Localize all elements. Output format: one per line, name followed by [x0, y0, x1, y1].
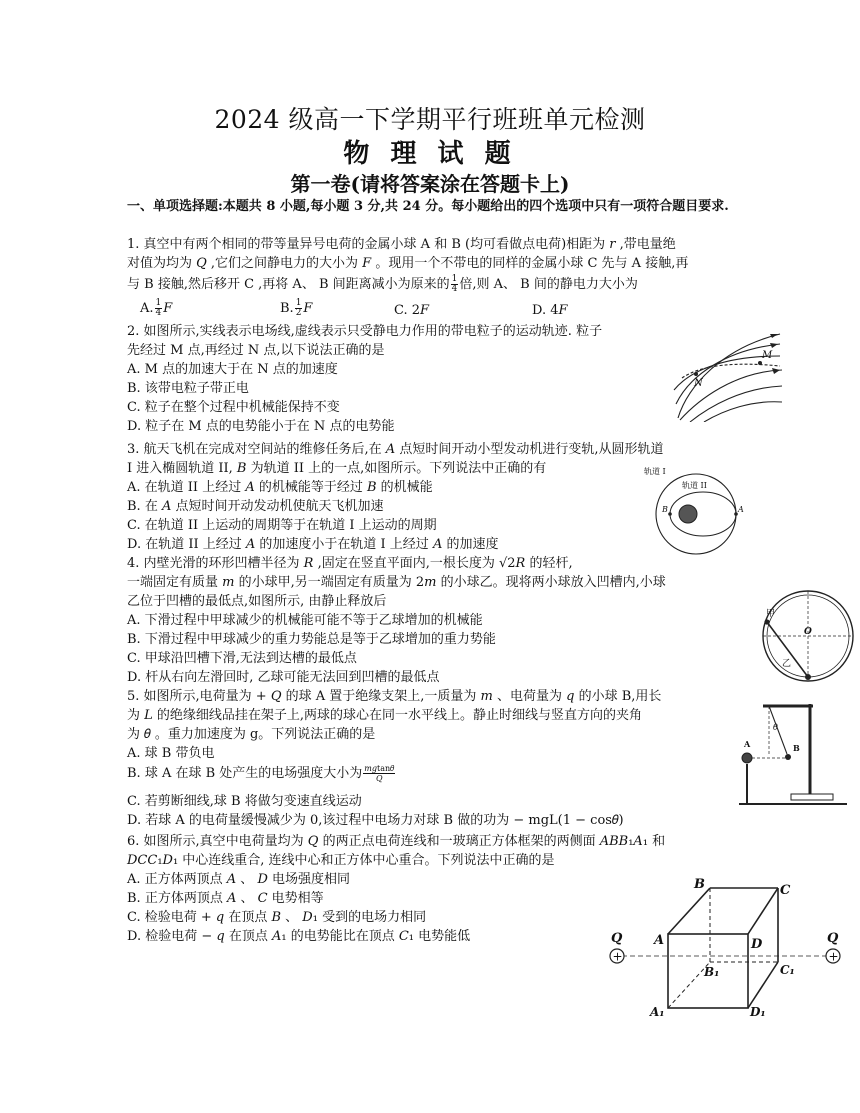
q3-line-2: I 进入椭圆轨道 II, 𝐵 为轨道 II 上的一点,如图所示。下列说法中正确的有 — [127, 461, 547, 476]
q6-option-b: B. 正方体两顶点 𝐴 、 𝐶 电势相等 — [127, 891, 324, 906]
q5-option-b — [127, 764, 396, 783]
q1-line-2: 对值为均为 𝑄 ,它们之间静电力的大小为 𝐹 。现用一个不带电的同样的金属小球 C 先与 A 接触,再 — [127, 256, 689, 271]
exam-title: 2024 级高一下学期平行班班单元检测 — [214, 105, 646, 134]
q1-frac-num: 1 — [451, 274, 458, 284]
q5-option-a: A. 球 B 带负电 — [127, 746, 215, 761]
q6-fig-label-q-right: Q — [827, 931, 839, 946]
q1-option-b-den: 2 — [295, 308, 302, 318]
q4-line-1: 4. 内壁光滑的环形凹槽半径为 𝑅 ,固定在竖直平面内,一根长度为 √2𝑅 的轻杆, — [127, 556, 573, 571]
q4-ring-figure — [758, 586, 858, 686]
q5-line-3: 为 𝜃 。重力加速度为 g。下列说法正确的是 — [127, 727, 376, 742]
q1-option-b — [280, 299, 312, 318]
q6-cube-figure — [600, 876, 850, 1018]
q1-fraction — [451, 275, 459, 294]
q6-fig-label-q-left: Q — [611, 931, 623, 946]
q5-option-b-fraction — [363, 764, 395, 783]
q4-line-2: 一端固定有质量 𝑚 的小球甲,另一端固定有质量为 2𝑚 的小球乙。现将两小球放入凹槽内,小球 — [127, 575, 666, 590]
q1-option-b-unit: 𝐹 — [303, 301, 313, 316]
q4-fig-label-yi: 乙 — [782, 659, 792, 669]
q2-option-d: D. 粒子在 M 点的电势能小于在 N 点的电势能 — [127, 419, 395, 434]
q6-fig-label-D: D — [751, 937, 763, 952]
q2-option-c: C. 粒子在整个过程中机械能保持不变 — [127, 400, 340, 415]
q1-option-c: C. 2𝐹 — [394, 303, 430, 318]
q2-fig-label-n: N — [694, 378, 703, 389]
q2-line-1: 2. 如图所示,实线表示电场线,虚线表示只受静电力作用的带电粒子的运动轨迹. 粒子 — [127, 324, 603, 339]
q1-option-a-den: 4 — [155, 308, 162, 318]
q3-orbit-figure — [638, 460, 758, 560]
q4-option-d: D. 杆从右向左滑回时, 乙球可能无法回到凹槽的最低点 — [127, 670, 440, 685]
q4-option-b: B. 下滑过程中甲球减少的重力势能总是等于乙球增加的重力势能 — [127, 632, 496, 647]
section-instructions: 一、单项选择题:本题共 8 小题,每小题 3 分,共 24 分。每小题给出的四个选项中只有一项符合题目要求. — [127, 199, 729, 214]
q3-option-c: C. 在轨道 II 上运动的周期等于在轨道 I 上运动的周期 — [127, 518, 437, 533]
q6-option-a: A. 正方体两顶点 𝐴 、 𝐷 电场强度相同 — [127, 872, 350, 887]
q1-option-a-prefix: A. — [140, 301, 154, 316]
q1-option-d: D. 4𝐹 — [532, 303, 568, 318]
q6-fig-label-C1: C₁ — [780, 963, 795, 977]
q1-option-b-prefix: B. — [280, 301, 294, 316]
q4-fig-label-o: O — [804, 627, 812, 637]
q5-frac-den: 𝑄 — [375, 774, 383, 783]
subject-title: 物 理 试 题 — [343, 139, 517, 169]
q2-fig-label-m: M — [762, 350, 773, 361]
q5-line-2: 为 𝐿 的绝缘细线品挂在架子上,两球的球心在同一水平线上。静止时细线与竖直方向的夹角 — [127, 708, 643, 723]
q3-fig-label-a: A — [738, 505, 744, 514]
q3-fig-orbit1-label: 轨道 I — [644, 467, 666, 476]
q1-option-b-num: 1 — [295, 298, 302, 308]
q5-option-d: D. 若球 A 的电荷量缓慢减少为 0,该过程中电场力对球 B 做的功为 − mgL(1 − cos𝜃) — [127, 813, 624, 828]
q1-line-3-end: 倍,则 A、 B 间的静电力大小为 — [459, 277, 638, 292]
q1-options — [140, 299, 700, 319]
q3-fig-label-b: B — [662, 505, 668, 514]
q6-option-d: D. 检验电荷 − 𝑞 在顶点 𝐴₁ 的电势能比在顶点 𝐶₁ 电势能低 — [127, 929, 471, 944]
q3-option-b: B. 在 𝐴 点短时间开动发动机使航天飞机加速 — [127, 499, 384, 514]
q5-frac-num: 𝑚𝑔tan𝜃 — [364, 764, 395, 773]
q4-option-c: C. 甲球沿凹槽下滑,无法到达槽的最低点 — [127, 651, 357, 666]
q1-frac-den: 4 — [451, 284, 458, 294]
q2-option-a: A. M 点的加速大于在 N 点的加速度 — [127, 362, 338, 377]
q3-fig-orbit2-label: 轨道 II — [682, 481, 707, 490]
q4-option-a: A. 下滑过程中甲球减少的机械能可能不等于乙球增加的机械能 — [127, 613, 483, 628]
q5-option-c: C. 若剪断细线,球 B 将做匀变速直线运动 — [127, 794, 362, 809]
q6-fig-label-B: B — [694, 877, 705, 892]
q1-option-a-num: 1 — [155, 298, 162, 308]
q1-line-3 — [127, 275, 638, 294]
q5-fig-label-b: B — [793, 743, 800, 753]
q3-option-d: D. 在轨道 II 上经过 𝐴 的加速度小于在轨道 I 上经过 𝐴 的加速度 — [127, 537, 499, 552]
part-title: 第一卷(请将答案涂在答题卡上) — [290, 172, 570, 196]
q2-line-2: 先经过 M 点,再经过 N 点,以下说法正确的是 — [127, 343, 385, 358]
q1-option-b-fraction — [295, 299, 303, 318]
q6-fig-label-D1: D₁ — [750, 1005, 766, 1018]
q6-option-c: C. 检验电荷 + 𝑞 在顶点 𝐵 、 𝐷₁ 受到的电场力相同 — [127, 910, 427, 925]
q1-option-a — [140, 299, 172, 318]
q1-line-3-start: 与 B 接触,然后移开 C ,再将 A、 B 间距离减小为原来的 — [127, 277, 450, 292]
q6-line-2: 𝐷𝐶𝐶₁𝐷₁ 中心连线重合, 连线中心和正方体中心重合。下列说法中正确的是 — [127, 853, 555, 868]
q5-option-b-text: B. 球 A 在球 B 处产生的电场强度大小为 — [127, 766, 363, 781]
q4-line-3: 乙位于凹槽的最低点,如图所示, 由静止释放后 — [127, 594, 387, 609]
q2-option-b: B. 该带电粒子带正电 — [127, 381, 249, 396]
q4-fig-label-jia: 甲 — [766, 609, 776, 619]
q5-fig-label-theta: θ — [773, 723, 778, 732]
q1-option-a-fraction — [155, 299, 163, 318]
q5-fig-label-a: A — [744, 739, 751, 749]
q6-fig-plus-right: + — [828, 949, 839, 964]
q3-option-a: A. 在轨道 II 上经过 𝐴 的机械能等于经过 𝐵 的机械能 — [127, 480, 433, 495]
q5-pendulum-figure — [735, 700, 850, 810]
q6-fig-label-B1: B₁ — [704, 965, 720, 979]
q6-fig-plus-left: + — [612, 949, 623, 964]
q6-fig-label-C: C — [780, 883, 791, 898]
q1-option-a-unit: 𝐹 — [163, 301, 173, 316]
q3-line-1: 3. 航天飞机在完成对空间站的维修任务后,在 𝐴 点短时间开动小型发动机进行变轨,从圆形轨道 — [127, 442, 664, 457]
q6-fig-label-A1: A₁ — [650, 1005, 665, 1018]
q1-line-1: 1. 真空中有两个相同的带等量异号电荷的金属小球 A 和 B (均可看做点电荷)相距为 𝑟 ,带电量绝 — [127, 237, 676, 252]
q2-electric-field-figure — [668, 330, 790, 422]
q6-fig-label-A: A — [654, 933, 665, 948]
q6-line-1: 6. 如图所示,真空中电荷量均为 𝑄 的两正点电荷连线和一玻璃正方体框架的两侧面 𝐴𝐵𝐵₁𝐴₁ 和 — [127, 834, 666, 849]
q5-line-1: 5. 如图所示,电荷量为 + 𝑄 的球 A 置于绝缘支架上,一质量为 𝑚 、电荷量为 𝑞 的小球 B,用长 — [127, 689, 662, 704]
